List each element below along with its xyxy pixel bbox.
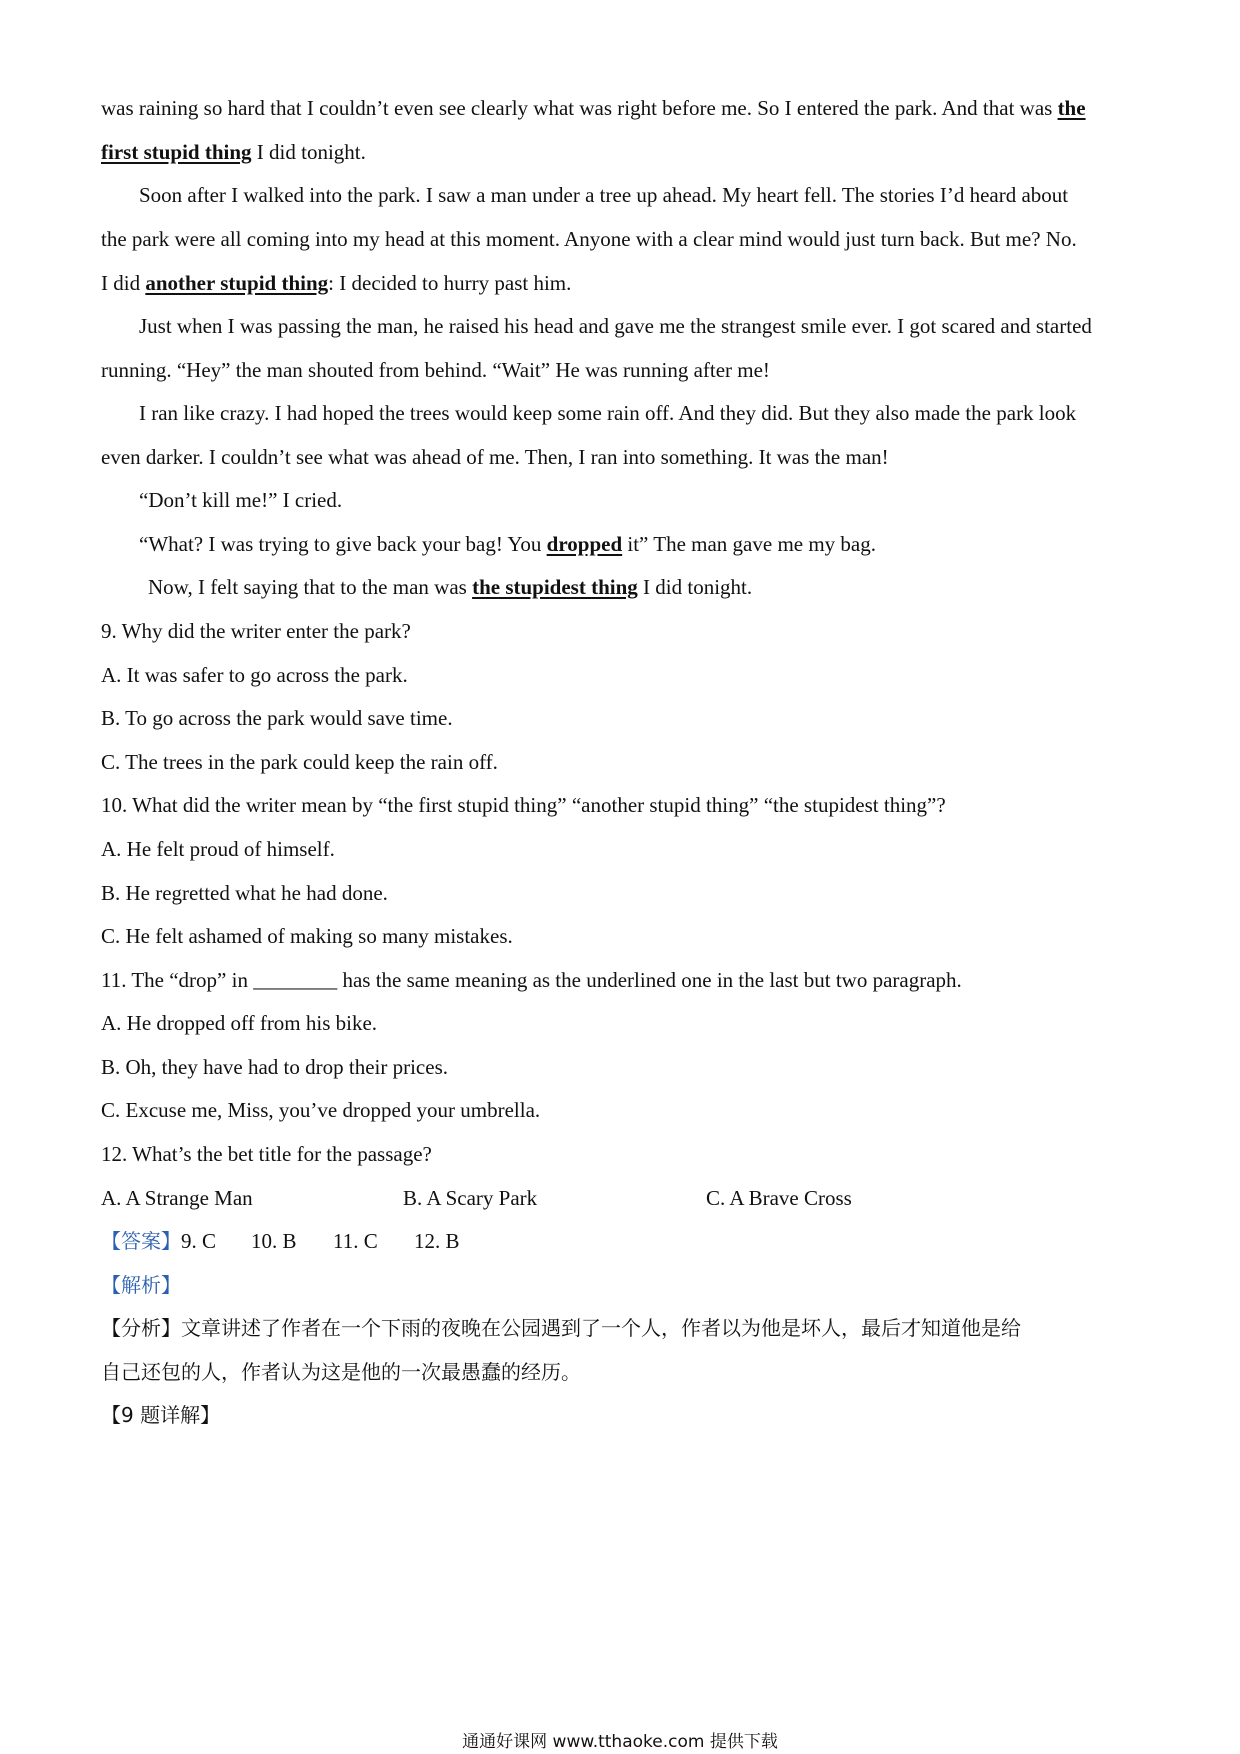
passage-line-7: running. “Hey” the man shouted from behind. “Wait” He was running after me! bbox=[101, 358, 770, 382]
passage-line-2 bbox=[101, 138, 366, 166]
passage-text: it” The man gave me my bag. bbox=[622, 532, 877, 556]
option-9a: A. It was safer to go across the park. bbox=[101, 663, 408, 687]
answer-12: 12. B bbox=[414, 1229, 460, 1253]
option-11a: A. He dropped off from his bike. bbox=[101, 1011, 378, 1035]
option-11b: B. Oh, they have had to drop their prices. bbox=[101, 1055, 448, 1079]
passage-text: “What? I was trying to give back your bag! You bbox=[139, 532, 547, 556]
option-9b: B. To go across the park would save time. bbox=[101, 706, 453, 730]
underlined-phrase: the stupidest thing bbox=[472, 575, 638, 599]
answer-10: 10. B bbox=[251, 1229, 297, 1253]
option-12c: C. A Brave Cross bbox=[706, 1186, 852, 1210]
option-10a: A. He felt proud of himself. bbox=[101, 837, 335, 861]
question-9: 9. Why did the writer enter the park? bbox=[101, 619, 411, 643]
option-10b: B. He regretted what he had done. bbox=[101, 881, 388, 905]
option-12b: B. A Scary Park bbox=[403, 1186, 538, 1210]
answer-label: 【答案】 bbox=[101, 1229, 181, 1253]
option-12a: A. A Strange Man bbox=[101, 1186, 253, 1210]
passage-text: : I decided to hurry past him. bbox=[328, 271, 572, 295]
underlined-word: dropped bbox=[546, 532, 623, 556]
passage-text: I did bbox=[101, 271, 146, 295]
analysis-paragraph-1: 【分析】文章讲述了作者在一个下雨的夜晚在公园遇到了一个人，作者以为他是坏人，最后才知道他是给 bbox=[101, 1316, 1021, 1340]
passage-text: I did tonight. bbox=[251, 140, 366, 164]
passage-text: Now, I felt saying that to the man was bbox=[148, 575, 473, 599]
underlined-phrase: first stupid thing bbox=[101, 140, 252, 164]
detail-9-heading: 【9 题详解】 bbox=[101, 1403, 221, 1427]
passage-line-3: Soon after I walked into the park. I saw a man under a tree up ahead. My heart fell. The stories I’d heard about bbox=[139, 183, 1069, 207]
option-10c: C. He felt ashamed of making so many mistakes. bbox=[101, 924, 513, 948]
passage-line-8: I ran like crazy. I had hoped the trees would keep some rain off. And they did. But they also made the park look bbox=[139, 401, 1077, 425]
passage-line-12 bbox=[148, 573, 752, 601]
passage-line-11 bbox=[139, 530, 876, 558]
option-9c: C. The trees in the park could keep the rain off. bbox=[101, 750, 498, 774]
passage-text: was raining so hard that I couldn’t even see clearly what was right before me. So I entered the park. And that was bbox=[101, 96, 1058, 120]
analysis-paragraph-2: 自己还包的人，作者认为这是他的一次最愚蠢的经历。 bbox=[101, 1360, 581, 1384]
passage-line-9: even darker. I couldn’t see what was ahead of me. Then, I ran into something. It was the man! bbox=[101, 445, 889, 469]
page-footer: 通通好课网 www.tthaoke.com 提供下载 bbox=[462, 1732, 778, 1752]
passage-line-4: the park were all coming into my head at this moment. Anyone with a clear mind would just turn back. But me? No. bbox=[101, 227, 1077, 251]
answer-11: 11. C bbox=[333, 1229, 378, 1253]
question-10: 10. What did the writer mean by “the first stupid thing” “another stupid thing” “the stupidest thing”? bbox=[101, 793, 946, 817]
answer-row bbox=[101, 1227, 216, 1255]
passage-line-5 bbox=[101, 269, 571, 297]
passage-text: I did tonight. bbox=[637, 575, 753, 599]
option-11c: C. Excuse me, Miss, you’ve dropped your umbrella. bbox=[101, 1098, 541, 1122]
question-11: 11. The “drop” in ________ has the same meaning as the underlined one in the last but two paragraph. bbox=[101, 968, 962, 992]
underlined-phrase: another stupid thing bbox=[145, 271, 329, 295]
analysis-label: 【解析】 bbox=[101, 1273, 181, 1297]
answer-9: 9. C bbox=[181, 1229, 217, 1253]
passage-line-6: Just when I was passing the man, he raised his head and gave me the strangest smile ever. I got scared and started bbox=[139, 314, 1092, 338]
underlined-phrase: the bbox=[1057, 96, 1086, 120]
question-12: 12. What’s the bet title for the passage? bbox=[101, 1142, 432, 1166]
passage-line-10: “Don’t kill me!” I cried. bbox=[139, 488, 343, 512]
passage-line-1 bbox=[101, 94, 1086, 122]
